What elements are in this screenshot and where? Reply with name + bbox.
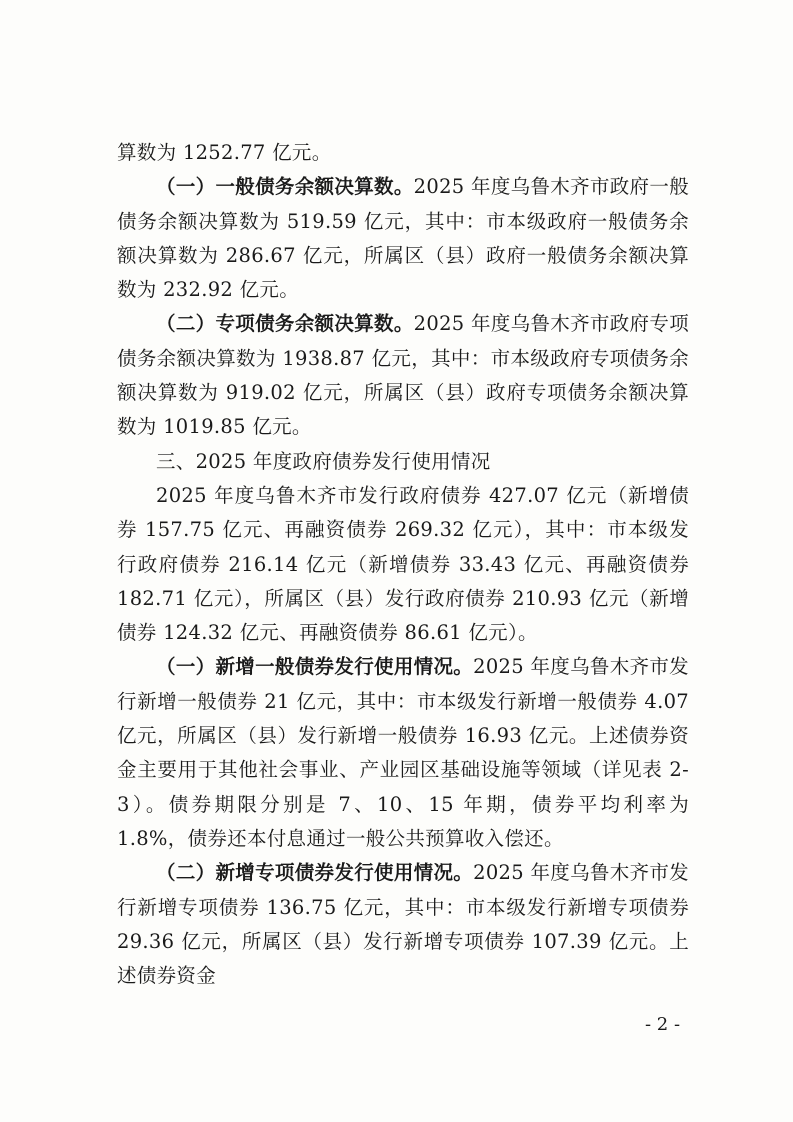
paragraph-bond-issuance [117,479,689,650]
paragraph-new-special-bonds [117,856,689,993]
paragraph-text: 2025 年度乌鲁木齐市发行新增一般债券 21 亿元，其中：市本级发行新增一般债券 4.07 亿元，所属区（县）发行新增一般债券 16.93 亿元。上述债券资金主要用于其他社会事业、产业园区基础设施等领域（详见表 2-3）。债券期限分别是 7、10、15 年期，债券平均利率为 1.8%，债券还本付息通过一般公共预算收入偿还。 [117,655,689,850]
chapter-heading [117,445,689,479]
paragraph-new-general-bonds [117,650,689,856]
paragraph-continuation [117,136,689,170]
paragraph-general-debt-balance [117,170,689,307]
section-heading: （二）新增专项债券发行使用情况。 [156,861,474,885]
section-heading: （一）新增一般债券发行使用情况。 [156,655,474,679]
paragraph-text: 算数为 1252.77 亿元。 [117,141,332,164]
paragraph-text: 2025 年度乌鲁木齐市发行政府债券 427.07 亿元（新增债券 157.75 亿元、再融资债券 269.32 亿元），其中：市本级发行政府债券 216.14 亿元（新增债券 33.43 亿元、再融资债券 182.71 亿元），所属区（县）发行政府债券 210.93 亿元（新增债券 124.32 亿元、再融资债券 86.61 亿元）。 [117,483,689,645]
paragraph-special-debt-balance [117,307,689,444]
paragraph-text: 2025 年度乌鲁木齐市政府一般债务余额决算数为 519.59 亿元，其中：市本级政府一般债务余额决算数为 286.67 亿元，所属区（县）政府一般债务余额决算数为 232.92 亿元。 [117,175,689,302]
section-heading: （二）专项债务余额决算数。 [156,312,414,336]
body-text [117,136,689,993]
paragraph-text: 2025 年度乌鲁木齐市发行新增专项债券 136.75 亿元，其中：市本级发行新增专项债券 29.36 亿元，所属区（县）发行新增专项债券 107.39 亿元。上述债券资金 [117,861,689,988]
page-number: - 2 - [645,1014,681,1035]
paragraph-text: 2025 年度乌鲁木齐市政府专项债务余额决算数为 1938.87 亿元，其中：市本级政府专项债务余额决算数为 919.02 亿元，所属区（县）政府专项债务余额决算数为 1019.85 亿元。 [117,312,689,439]
chapter-heading-text: 三、2025 年度政府债券发行使用情况 [156,449,491,473]
section-heading: （一）一般债务余额决算数。 [156,175,414,199]
